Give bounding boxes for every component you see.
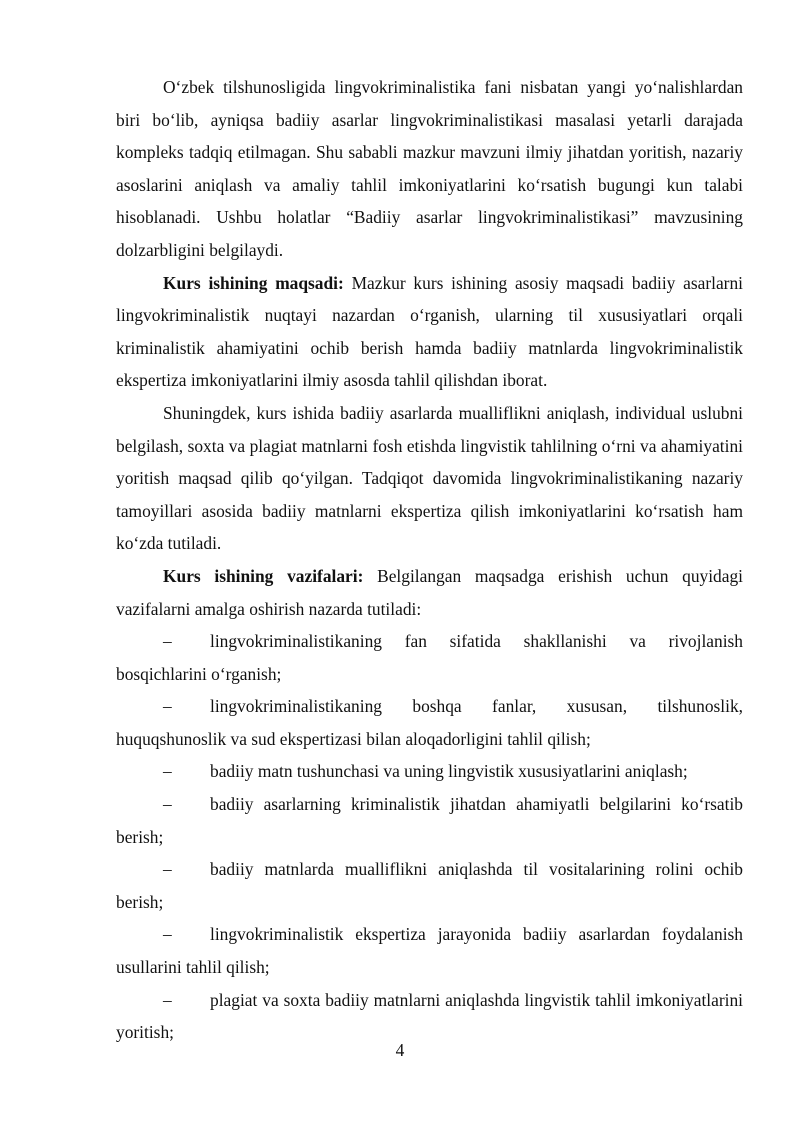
also-paragraph: Shuningdek, kurs ishida badiiy asarlarda mualliflikni aniqlash, individual uslubni belgilash, soxta va plagiat matnlarni fosh etishda lingvistik tahlilning o‘rni va ahamiyatini yoritish maqsad qilib qo‘yilgan. Tadqiqot davomida lingvokriminalistikaning nazariy tamoyillari asosida badiiy matnlarni ekspertiza qilish imkoniyatlarini ko‘rsatish ham ko‘zda tutiladi.: [116, 402, 743, 554]
dash-marker: –: [163, 794, 172, 815]
goal-label: Kurs ishining maqsadi:: [163, 272, 344, 293]
task-item: [116, 625, 743, 690]
tasks-label: Kurs ishining vazifalari:: [163, 565, 364, 586]
task-text: lingvokriminalistikaning boshqa fanlar, xususan, tilshunoslik, huquqshunoslik va sud ekspertizasi bilan aloqadorligini tahlil qilish;: [116, 696, 743, 749]
task-text: plagiat va soxta badiiy matnlarni aniqlashda lingvistik tahlil imkoniyatlarini yoritish;: [116, 989, 743, 1043]
tasks-intro-text: Belgilangan maqsadga erishish uchun quyidagi vazifalarni amalga oshirish nazarda tutiladi:: [116, 565, 743, 619]
goal-text: Mazkur kurs ishining asosiy maqsadi badiiy asarlarni lingvokriminalistik nuqtayi nazardan o‘rganish, ularning til xususiyatlari orqali kriminalistik ahamiyatini ochib berish hamda badiiy matnlarda lingvokriminalistik ekspertiza imkoniyatlarini ilmiy asosda tahlil qilishdan iborat.: [116, 272, 744, 391]
dash-marker: –: [163, 924, 172, 945]
tasks-paragraph: [116, 560, 743, 625]
task-text: lingvokriminalistikaning fan sifatida shakllanishi va rivojlanish bosqichlarini o‘rganish;: [116, 631, 743, 684]
task-text: badiiy matnlarda mualliflikni aniqlashda til vositalarining rolini ochib berish;: [116, 859, 743, 912]
task-text: lingvokriminalistik ekspertiza jarayonida badiiy asarlardan foydalanish usullarini tahlil qilish;: [116, 924, 743, 978]
intro-paragraph: O‘zbek tilshunosligida lingvokriminalistika fani nisbatan yangi yo‘nalishlardan biri bo‘lib, ayniqsa badiiy asarlar lingvokriminalistikasi masalasi yetarli darajada kompleks tadqiq etilmagan. Shu sababli mazkur mavzuni ilmiy jihatdan yoritish, nazariy asoslarini aniqlash va amaliy tahlil imkoniyatlarini ko‘rsatish bugungi kun talabi hisoblanadi. Ushbu holatlar “Badiiy asarlar lingvokriminalistikasi” mavzusining dolzarbligini belgilaydi.: [116, 77, 743, 260]
task-item: [116, 853, 743, 918]
dash-marker: –: [163, 631, 172, 652]
dash-marker: –: [163, 696, 172, 717]
page-number: 4: [395, 1040, 405, 1060]
task-item: [116, 788, 743, 853]
dash-marker: –: [163, 989, 172, 1010]
dash-marker: –: [163, 859, 172, 880]
task-text: badiiy asarlarning kriminalistik jihatdan ahamiyatli belgilarini ko‘rsatib berish;: [116, 794, 743, 847]
body-text: [116, 71, 743, 1049]
task-item: [116, 690, 743, 755]
task-item: [116, 755, 743, 788]
task-item: [116, 918, 743, 983]
task-text: badiiy matn tushunchasi va uning lingvistik xususiyatlarini aniqlash;: [210, 761, 688, 782]
goal-paragraph: [116, 267, 743, 397]
dash-marker: –: [163, 761, 172, 782]
